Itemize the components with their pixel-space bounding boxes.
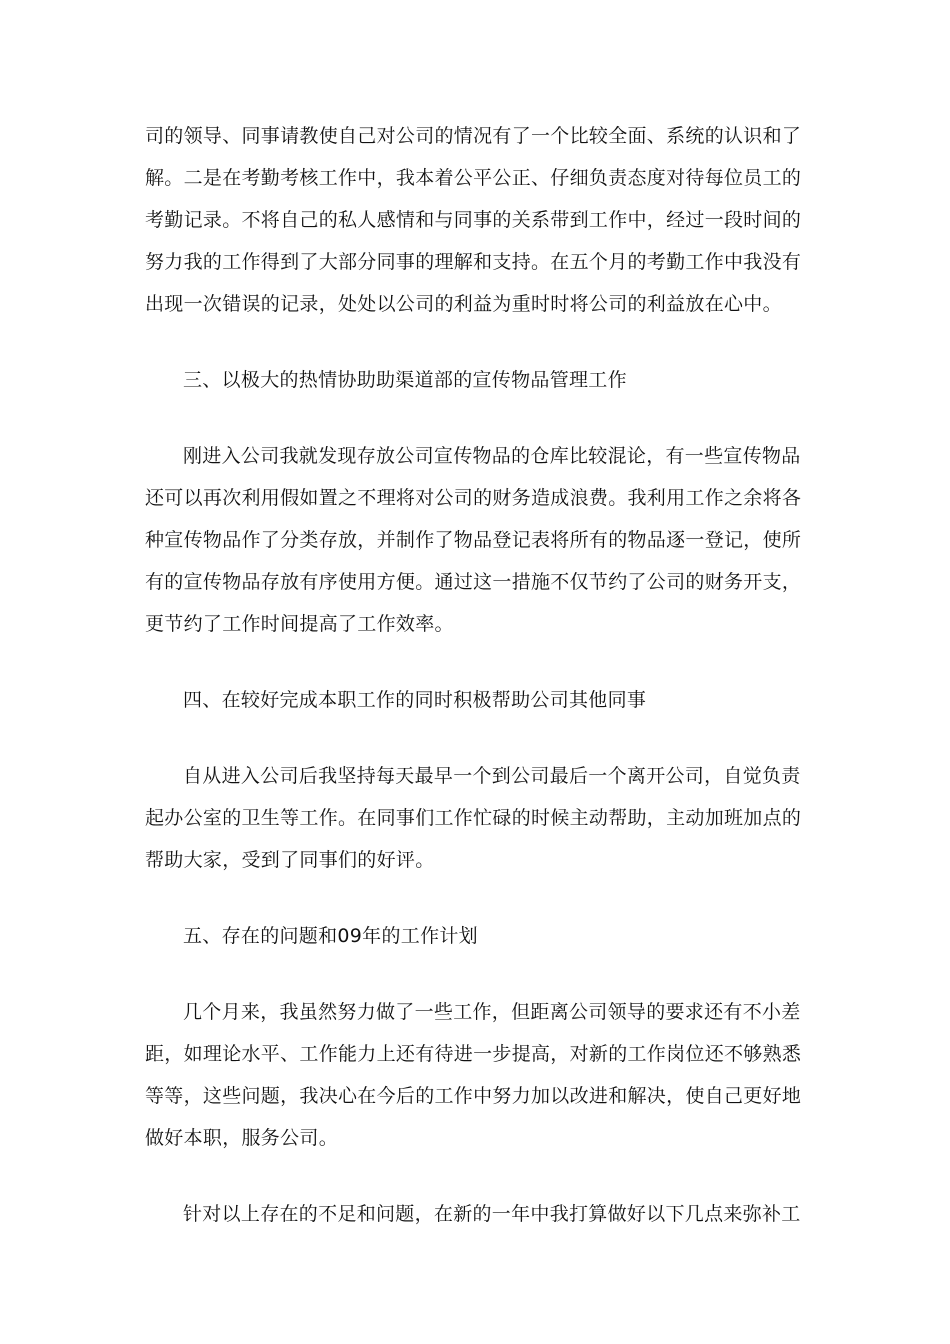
paragraph-line: 种宣传物品作了分类存放，并制作了物品登记表将所有的物品逐一登记，使所 — [145, 529, 802, 551]
paragraph-line: 针对以上存在的不足和问题，在新的一年中我打算做好以下几点来弥补工 — [183, 1203, 801, 1225]
paragraph-line: 还可以再次利用假如置之不理将对公司的财务造成浪费。我利用工作之余将各 — [145, 487, 802, 509]
section-heading-3: 三、以极大的热情协助助渠道部的宣传物品管理工作 — [183, 369, 627, 391]
paragraph-line: 考勤记录。不将自己的私人感情和与同事的关系带到工作中，经过一段时间的 — [145, 209, 802, 231]
paragraph-line: 出现一次错误的记录，处处以公司的利益为重时时将公司的利益放在心中。 — [145, 293, 782, 315]
paragraph-line: 努力我的工作得到了大部分同事的理解和支持。在五个月的考勤工作中我没有 — [145, 251, 802, 273]
paragraph-line: 解。二是在考勤考核工作中，我本着公平公正、仔细负责态度对待每位员工的 — [145, 167, 802, 189]
paragraph-line: 做好本职，服务公司。 — [145, 1127, 339, 1149]
section-heading-5: 五、存在的问题和09年的工作计划 — [183, 925, 478, 947]
paragraph-line: 刚进入公司我就发现存放公司宣传物品的仓库比较混论，有一些宣传物品 — [183, 445, 801, 467]
paragraph-line: 几个月来，我虽然努力做了一些工作，但距离公司领导的要求还有不小差 — [183, 1001, 801, 1023]
paragraph-line: 帮助大家，受到了同事们的好评。 — [145, 849, 435, 871]
paragraph-line: 司的领导、同事请教使自己对公司的情况有了一个比较全面、系统的认识和了 — [145, 125, 802, 147]
paragraph-line: 起办公室的卫生等工作。在同事们工作忙碌的时候主动帮助，主动加班加点的 — [145, 807, 802, 829]
section-heading-4: 四、在较好完成本职工作的同时积极帮助公司其他同事 — [183, 689, 647, 711]
paragraph-line: 等等，这些问题，我决心在今后的工作中努力加以改进和解决，使自己更好地 — [145, 1085, 802, 1107]
paragraph-line: 自从进入公司后我坚持每天最早一个到公司最后一个离开公司，自觉负责 — [183, 765, 801, 787]
paragraph-line: 更节约了工作时间提高了工作效率。 — [145, 613, 454, 635]
paragraph-line: 有的宣传物品存放有序使用方便。通过这一措施不仅节约了公司的财务开支， — [145, 571, 802, 593]
paragraph-line: 距，如理论水平、工作能力上还有待进一步提高，对新的工作岗位还不够熟悉 — [145, 1043, 802, 1065]
